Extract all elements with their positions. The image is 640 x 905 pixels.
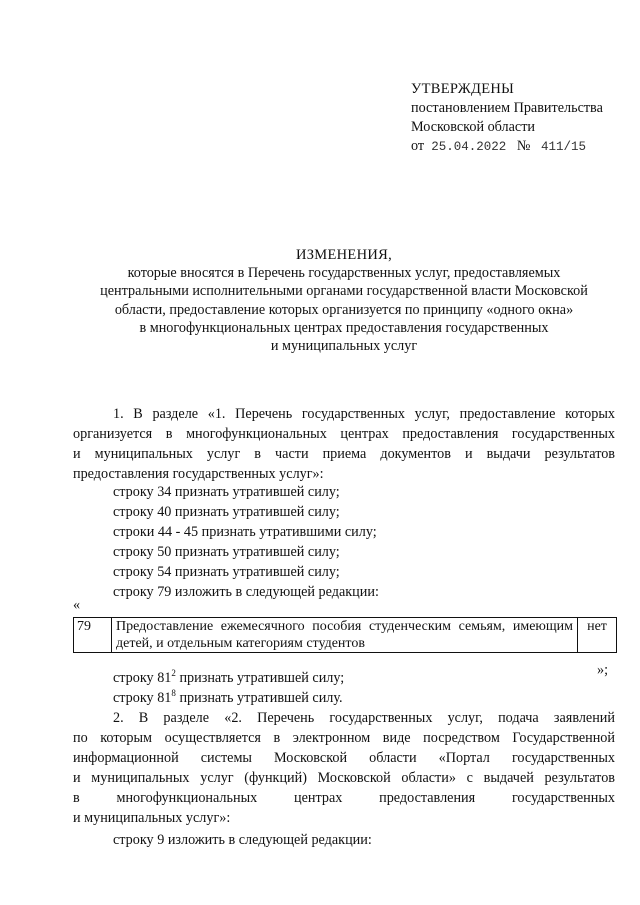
- paragraph-line: и муниципальных услуг (функций) Московской области» с выдачей результатов: [73, 770, 615, 786]
- date-prefix: от: [411, 138, 425, 154]
- section-2-items: [73, 830, 615, 850]
- approval-date-line: [411, 137, 636, 157]
- title-line: центральными исполнительными органами государственной власти Московской: [100, 283, 588, 300]
- list-item: [73, 688, 615, 708]
- services-table: [73, 617, 617, 653]
- number-sign: №: [516, 138, 531, 154]
- item-suffix: признать утратившей силу.: [175, 690, 343, 706]
- list-item: строку 9 изложить в следующей редакции:: [113, 832, 372, 848]
- item-superscript: 8: [171, 688, 176, 698]
- section-1-items: [73, 482, 615, 602]
- paragraph-line: и муниципальных услуг»:: [73, 810, 231, 826]
- title-line: и муниципальных услуг: [270, 338, 418, 355]
- section-1-after-items: [73, 668, 615, 708]
- paragraph-line: и муниципальных услуг в части приема документов и выдачи результатов: [73, 446, 615, 462]
- approval-line-2: Московской области: [411, 119, 536, 135]
- list-item: [73, 668, 615, 688]
- approval-block: [411, 80, 636, 157]
- section-2-paragraph: [73, 708, 615, 828]
- list-item: строку 54 признать утратившей силу;: [113, 564, 340, 580]
- section-1-paragraph: [73, 404, 615, 484]
- item-suffix: признать утратившей силу;: [175, 670, 345, 686]
- paragraph-line: организуется в многофункциональных центрах предоставления государственных: [73, 426, 615, 442]
- paragraph-line: 1. В разделе «1. Перечень государственных услуг, предоставление которых: [113, 406, 615, 422]
- paragraph-line: по которым осуществляется в электронном виде посредством Государственной: [73, 730, 615, 746]
- service-flag: нет: [578, 618, 617, 653]
- row-number: 79: [74, 618, 112, 653]
- list-item: строки 44 - 45 признать утратившими силу;: [113, 524, 377, 540]
- table-row: [74, 618, 617, 653]
- approval-date: 25.04.2022: [431, 140, 507, 154]
- list-item: строку 79 изложить в следующей редакции:: [113, 584, 379, 600]
- approval-heading: УТВЕРЖДЕНЫ: [411, 81, 515, 97]
- document-title: [74, 246, 614, 355]
- paragraph-line: в многофункциональных центрах предоставления государственных: [73, 790, 615, 806]
- title-line: в многофункциональных центрах предоставления государственных: [139, 319, 549, 336]
- paragraph-line: предоставления государственных услуг»:: [73, 466, 324, 482]
- quote-close: »;: [597, 662, 609, 678]
- item-prefix: строку 81: [113, 670, 172, 686]
- title-line: области, предоставление которых организуется по принципу «одного окна»: [114, 301, 574, 318]
- quote-open: «: [73, 597, 81, 613]
- item-superscript: 2: [171, 668, 176, 678]
- title-line: которые вносятся в Перечень государственных услуг, предоставляемых: [127, 265, 561, 282]
- list-item: строку 40 признать утратившей силу;: [113, 504, 340, 520]
- approval-line-1: постановлением Правительства: [411, 100, 603, 116]
- paragraph-line: информационной системы Московской области «Портал государственных: [73, 750, 615, 766]
- service-name: Предоставление ежемесячного пособия студенческим семьям, имеющим детей, и отдельным категориям студентов: [112, 618, 578, 653]
- list-item: строку 50 признать утратившей силу;: [113, 544, 340, 560]
- paragraph-line: 2. В разделе «2. Перечень государственных услуг, подача заявлений: [113, 710, 615, 726]
- item-prefix: строку 81: [113, 690, 172, 706]
- title-heading: ИЗМЕНЕНИЯ,: [295, 247, 393, 263]
- approval-number: 411/15: [541, 140, 587, 154]
- list-item: строку 34 признать утратившей силу;: [113, 484, 340, 500]
